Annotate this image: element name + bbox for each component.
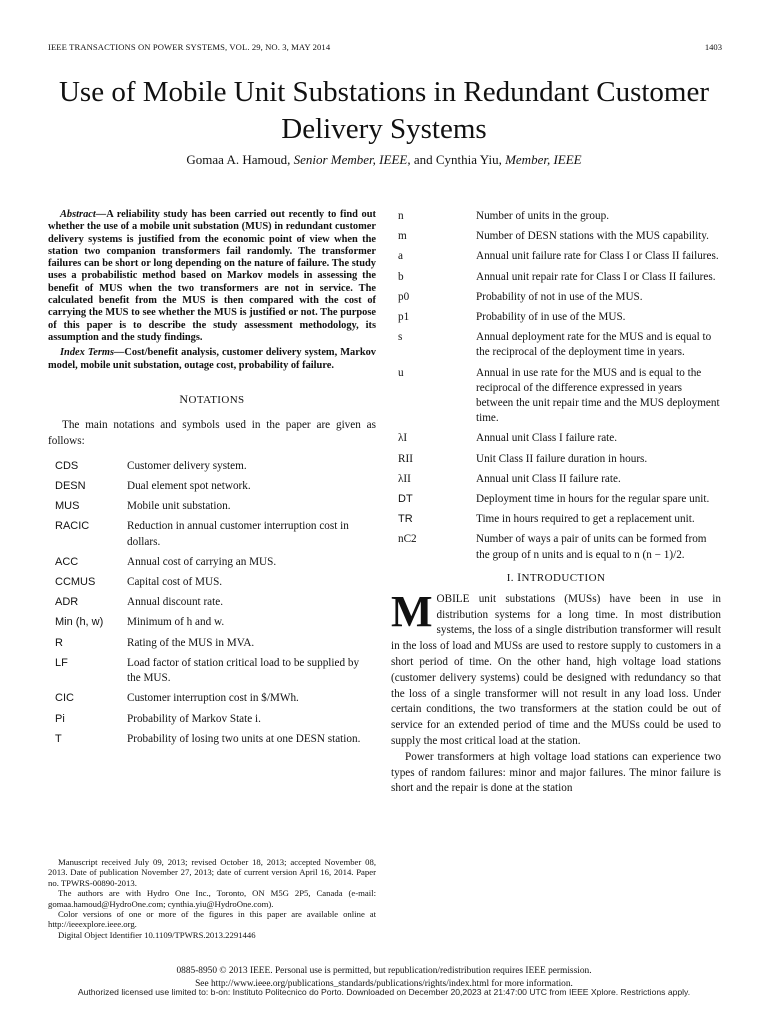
notation-row [48, 656, 376, 691]
notation-row [391, 431, 721, 451]
notation-definition: Customer interruption cost in $/MWh. [127, 692, 299, 705]
notation-row [391, 249, 721, 269]
notation-definition: Reduction in annual customer interruption cost in dollars. [127, 520, 349, 548]
rights-link[interactable]: See http://www.ieee.org/publications_standards/publications/rights/index.html for more information. [195, 979, 573, 989]
notation-row [391, 310, 721, 330]
notation-row [391, 270, 721, 290]
index-terms [48, 347, 376, 372]
notations-heading: NOTATIONS [179, 391, 245, 406]
notation-symbol: ACC [55, 555, 79, 568]
notation-definition: Number of units in the group. [476, 210, 609, 222]
notation-definition: Annual unit repair rate for Class I or Class II failures. [476, 270, 716, 283]
notation-row [391, 229, 721, 249]
abstract [48, 209, 376, 344]
notation-row [391, 492, 721, 512]
notation-symbol: m [398, 230, 407, 243]
author-line [40, 152, 728, 168]
notation-symbol: R [55, 636, 63, 649]
notation-symbol: λII [398, 472, 411, 485]
notation-symbol: RACIC [55, 520, 90, 533]
notation-symbol: nC2 [398, 533, 417, 546]
notation-row [48, 479, 376, 499]
notation-row [391, 366, 721, 432]
notation-definition: Deployment time in hours for the regular spare unit. [476, 493, 710, 506]
notation-definition: Time in hours required to get a replacement unit. [476, 513, 695, 526]
notation-symbol: LF [55, 656, 68, 669]
notation-definition: Customer delivery system. [127, 459, 247, 472]
footnote-doi: Digital Object Identifier 10.1109/TPWRS.2013.2291446 [58, 929, 256, 940]
notation-definition: Number of DESN stations with the MUS capability. [476, 230, 709, 243]
footnote-color: Color versions of one or more of the figures in this paper are available online at http://ieeexplore.ieee.org. [48, 909, 376, 930]
notations-intro: The main notations and symbols used in the paper are given as follows: [48, 418, 376, 447]
notation-symbol: CDS [55, 459, 79, 472]
notation-row [48, 691, 376, 711]
notation-symbol: s [398, 331, 403, 344]
notation-definition: Unit Class II failure duration in hours. [476, 452, 648, 465]
author-1-role: Senior Member, IEEE [293, 152, 408, 167]
notation-row [391, 452, 721, 472]
author-2-role: Member, IEEE [505, 152, 582, 167]
notation-symbol: CIC [55, 692, 74, 705]
author-2: Cynthia Yiu, [435, 152, 506, 167]
notation-symbol: u [398, 366, 404, 379]
left-column [48, 209, 376, 752]
author-1: Gomaa A. Hamoud, [186, 152, 294, 167]
footnote-authors: The authors are with Hydro One Inc., Toronto, ON M5G 2P5, Canada (e-mail: gomaa.hamoud@HydroOne.com; cynthia.yiu@HydroOne.com). [48, 888, 376, 909]
notation-definition: Mobile unit substation. [127, 500, 231, 513]
notation-symbol: b [398, 270, 404, 283]
notation-definition: Annual unit Class I failure rate. [476, 432, 618, 445]
page-number: 1403 [704, 42, 722, 52]
notation-table-right [391, 209, 721, 568]
notation-definition: Capital cost of MUS. [127, 576, 223, 589]
notation-row [48, 555, 376, 575]
intro-paragraph-1: MOBILE unit substations (MUSs) have been in use in distribution systems for a long time. In most distribution systems, the loss of a single distribution transformer will result in the loss of load and MUSs are used to restore supply to customers in a short period of time. On the other hand, high voltage load stations (customer delivery systems) could be designed with redundancy so that the loss of a single transformer will not result in any load loss. Under certain conditions, the two transformers at the station could be out of service for an extended period of time and the MUSs could be used to supply the most critical load at the station. [391, 586, 721, 748]
running-header: IEEE TRANSACTIONS ON POWER SYSTEMS, VOL. 29, NO. 3, MAY 2014 [48, 42, 331, 52]
notation-row [48, 712, 376, 732]
notation-symbol: Min (h, w) [55, 616, 104, 629]
introduction-heading: I. INTRODUCTION [506, 569, 606, 584]
notation-row [48, 595, 376, 615]
notation-row [391, 532, 721, 567]
notation-row [391, 290, 721, 310]
notation-symbol: TR [398, 513, 413, 526]
notation-definition: Probability of in use of the MUS. [476, 311, 626, 324]
notation-table-left [48, 459, 376, 752]
notation-row [48, 499, 376, 519]
notation-symbol: CCMUS [55, 576, 96, 589]
footnote-manuscript: Manuscript received July 09, 2013; revised October 18, 2013; accepted November 08, 2013. Date of publication November 27, 2013; date of current version April 16, 2014. Paper no. TPWRS-00890-2013. [48, 857, 376, 888]
index-terms-lead: Index Terms— [60, 347, 125, 359]
notation-row [48, 519, 376, 554]
notation-symbol: n [398, 210, 404, 222]
index-terms-text: Cost/benefit analysis, customer delivery system, Markov model, mobile unit substation, outage cost, probability of failure. [48, 347, 376, 371]
notation-definition: Annual unit Class II failure rate. [476, 472, 621, 485]
notation-definition: Annual in use rate for the MUS and is equal to the reciprocal of the difference expressed in years between the unit repair time and the MUS deployment time. [476, 366, 720, 425]
notation-row [391, 209, 721, 229]
right-column [391, 209, 721, 797]
abstract-lead: Abstract— [60, 209, 107, 220]
notation-definition: Probability of losing two units at one DESN station. [127, 732, 361, 745]
introduction-body [391, 586, 721, 797]
notation-row [48, 575, 376, 595]
notation-symbol: p0 [398, 290, 410, 303]
notation-definition: Annual discount rate. [127, 596, 224, 609]
notation-definition: Probability of Markov State i. [127, 712, 261, 725]
notation-symbol: p1 [398, 311, 410, 324]
notation-symbol: DESN [55, 480, 86, 493]
notation-definition: Rating of the MUS in MVA. [127, 636, 255, 649]
drop-cap: M [391, 586, 433, 636]
notation-row [391, 472, 721, 492]
notation-row [48, 636, 376, 656]
notation-row [48, 615, 376, 635]
license-line: Authorized licensed use limited to: b-on: Instituto Politecnico do Porto. Downloaded on December 20,2023 at 21:47:00 UTC from IEEE Xplore. Restrictions apply. [77, 987, 691, 997]
notation-symbol: RII [398, 452, 413, 465]
notation-row [391, 512, 721, 532]
abstract-text: A reliability study has been carried out recently to find out whether the use of a mobile unit substation (MUS) in redundant customer delivery systems is justified from the economic point of view when the station two companion transformers fail randomly. The transformer failures can be short or long depending on the nature of failure. The study uses a probabilistic method based on Markov models in assessing the benefit of MUS when the two transformers are not in service. The calculated benefit from the MUS is then compared with the cost of carrying the MUS to see whether the MUS is justified or not. The purpose of this paper is to describe the study assessment methodology, its assumption and the study findings. [48, 209, 376, 343]
copyright-line: 0885-8950 © 2013 IEEE. Personal use is permitted, but republication/redistribution requires IEEE permission. [176, 966, 592, 976]
notation-symbol: λI [398, 432, 408, 445]
notation-definition: Annual cost of carrying an MUS. [127, 555, 277, 568]
notation-row [48, 732, 376, 752]
notation-symbol: T [55, 732, 62, 745]
footnote [48, 857, 376, 940]
notation-definition: Annual deployment rate for the MUS and is equal to the reciprocal of the deployment time in years. [476, 331, 712, 359]
notation-definition: Number of ways a pair of units can be formed from the group of n units and is equal to n (n − 1)/2. [476, 533, 707, 561]
notation-row [48, 459, 376, 479]
notation-row [391, 330, 721, 365]
notation-symbol: Pi [55, 712, 65, 725]
notation-definition: Probability of not in use of the MUS. [476, 290, 643, 303]
notation-definition: Load factor of station critical load to be supplied by the MUS. [127, 656, 360, 685]
paper-title: Use of Mobile Unit Substations in Redundant Customer Delivery Systems [58, 76, 710, 145]
notation-symbol: MUS [55, 500, 80, 513]
notation-definition: Dual element spot network. [127, 480, 251, 493]
notation-symbol: a [398, 250, 403, 263]
notation-symbol: ADR [55, 596, 79, 609]
author-conj: , and [407, 152, 436, 167]
notation-definition: Annual unit failure rate for Class I or Class II failures. [476, 250, 719, 263]
notation-symbol: DT [398, 493, 413, 506]
intro-paragraph-2: Power transformers at high voltage load stations can experience two types of random failures: minor and major failures. The minor failure is short and the repair is done at the station [391, 750, 721, 795]
notation-definition: Minimum of h and w. [127, 616, 225, 629]
